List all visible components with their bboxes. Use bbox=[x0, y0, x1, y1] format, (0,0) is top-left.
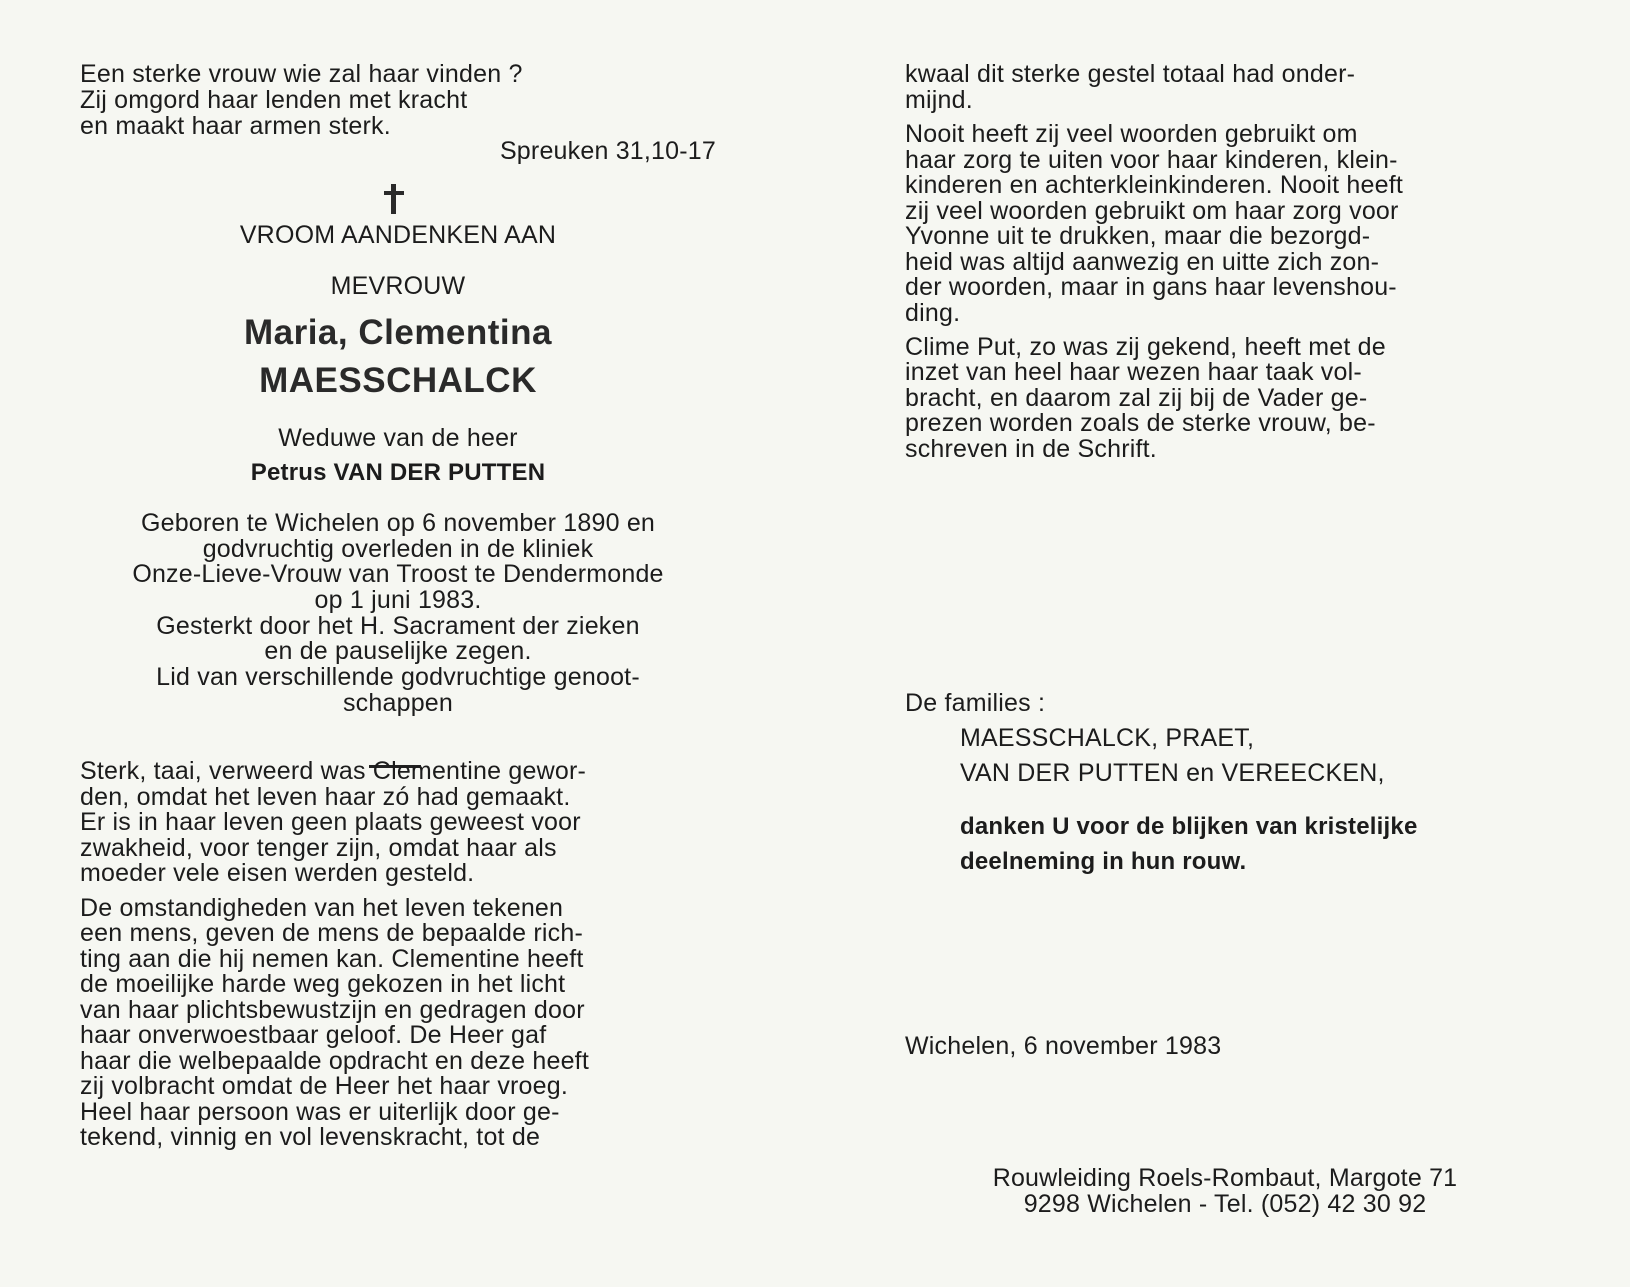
paragraph-line: Heel haar persoon was er uiterlijk door ge- bbox=[80, 1098, 560, 1126]
honorific: MEVROUW bbox=[330, 272, 466, 300]
thanks-line: deelneming in hun rouw. bbox=[960, 848, 1247, 875]
paragraph-line: de moeilijke harde weg gekozen in het licht bbox=[80, 970, 566, 998]
paragraph-line: schreven in de Schrift. bbox=[905, 435, 1157, 463]
paragraph-line: Nooit heeft zij veel woorden gebruikt om bbox=[905, 120, 1358, 148]
funeral-home-line: 9298 Wichelen - Tel. (052) 42 30 92 bbox=[1023, 1190, 1427, 1218]
paragraph-line: kinderen en achterkleinkinderen. Nooit heeft bbox=[905, 171, 1403, 199]
paragraph-line: bracht, en daarom zal zij bij de Vader ge- bbox=[905, 384, 1368, 412]
thanks-line: danken U voor de blijken van kristelijke bbox=[960, 813, 1418, 840]
paragraph-line: haar zorg te uiten voor haar kinderen, klein- bbox=[905, 146, 1398, 174]
paragraph-line: heid was altijd aanwezig en uitte zich zon- bbox=[905, 248, 1380, 276]
detail-line: en de pauselijke zegen. bbox=[264, 637, 532, 665]
paragraph-line: zij veel woorden gebruikt om haar zorg voor bbox=[905, 197, 1399, 225]
detail-line: Geboren te Wichelen op 6 november 1890 en bbox=[140, 509, 656, 537]
paragraph-line: een mens, geven de mens de bepaalde rich- bbox=[80, 919, 583, 947]
detail-line: Onze-Lieve-Vrouw van Troost te Dendermonde bbox=[132, 560, 664, 588]
paragraph-line: ting aan die hij nemen kan. Clementine heeft bbox=[80, 945, 584, 973]
paragraph-line: Sterk, taai, verweerd was Clementine gewor- bbox=[80, 757, 587, 785]
paragraph-line: De omstandigheden van het leven tekenen bbox=[80, 894, 564, 922]
paragraph-line: van haar plichtsbewustzijn en gedragen door bbox=[80, 996, 585, 1024]
paragraph-line: moeder vele eisen werden gesteld. bbox=[80, 859, 475, 887]
paragraph-line: haar die welbepaalde opdracht en deze heeft bbox=[80, 1047, 589, 1075]
surname: MAESSCHALCK bbox=[259, 361, 537, 400]
paragraph-line: inzet van heel haar wezen haar taak vol- bbox=[905, 358, 1362, 386]
paragraph-line: prezen worden zoals de sterke vrouw, be- bbox=[905, 409, 1376, 437]
place-date: Wichelen, 6 november 1983 bbox=[905, 1032, 1222, 1060]
paragraph-line: mijnd. bbox=[905, 86, 973, 114]
paragraph-line: haar onverwoestbaar geloof. De Heer gaf bbox=[80, 1021, 547, 1049]
family-names: VAN DER PUTTEN en VEREECKEN, bbox=[960, 759, 1385, 787]
detail-line: godvruchtig overleden in de kliniek bbox=[202, 535, 594, 563]
detail-line: Lid van verschillende godvruchtige genoot- bbox=[156, 663, 640, 691]
paragraph-line: zij volbracht omdat de Heer het haar vroeg. bbox=[80, 1072, 569, 1100]
family-names: MAESSCHALCK, PRAET, bbox=[960, 724, 1255, 752]
paragraph-line: tekend, vinnig en vol levenskracht, tot de bbox=[80, 1123, 541, 1151]
paragraph-line: Clime Put, zo was zij gekend, heeft met de bbox=[905, 333, 1386, 361]
paragraph-line: Yvonne uit te drukken, maar die bezorgd- bbox=[905, 222, 1371, 250]
spouse-name: Petrus VAN DER PUTTEN bbox=[250, 459, 546, 486]
cross-icon bbox=[384, 184, 404, 214]
funeral-home-line: Rouwleiding Roels-Rombaut, Margote 71 bbox=[992, 1164, 1458, 1192]
paragraph-line: ding. bbox=[905, 299, 961, 327]
heading: VROOM AANDENKEN AAN bbox=[239, 221, 557, 249]
epigraph-line: Een sterke vrouw wie zal haar vinden ? bbox=[80, 60, 523, 88]
families-label: De families : bbox=[905, 689, 1046, 717]
paragraph-line: kwaal dit sterke gestel totaal had onder- bbox=[905, 60, 1356, 88]
paragraph-line: den, omdat het leven haar zó had gemaakt. bbox=[80, 783, 571, 811]
epigraph-line: Zij omgord haar lenden met kracht bbox=[80, 86, 468, 114]
epigraph-source: Spreuken 31,10-17 bbox=[499, 137, 716, 165]
detail-line: op 1 juni 1983. bbox=[314, 586, 482, 614]
paragraph-line: zwakheid, voor tenger zijn, omdat haar als bbox=[80, 834, 557, 862]
paragraph-line: der woorden, maar in gans haar levenshou- bbox=[905, 273, 1397, 301]
detail-line: Gesterkt door het H. Sacrament der zieken bbox=[156, 612, 640, 640]
widow-line: Weduwe van de heer bbox=[278, 424, 518, 452]
epigraph-line: en maakt haar armen sterk. bbox=[80, 112, 391, 140]
paragraph-line: Er is in haar leven geen plaats geweest voor bbox=[80, 808, 581, 836]
detail-line: schappen bbox=[342, 689, 454, 717]
given-names: Maria, Clementina bbox=[243, 313, 553, 352]
